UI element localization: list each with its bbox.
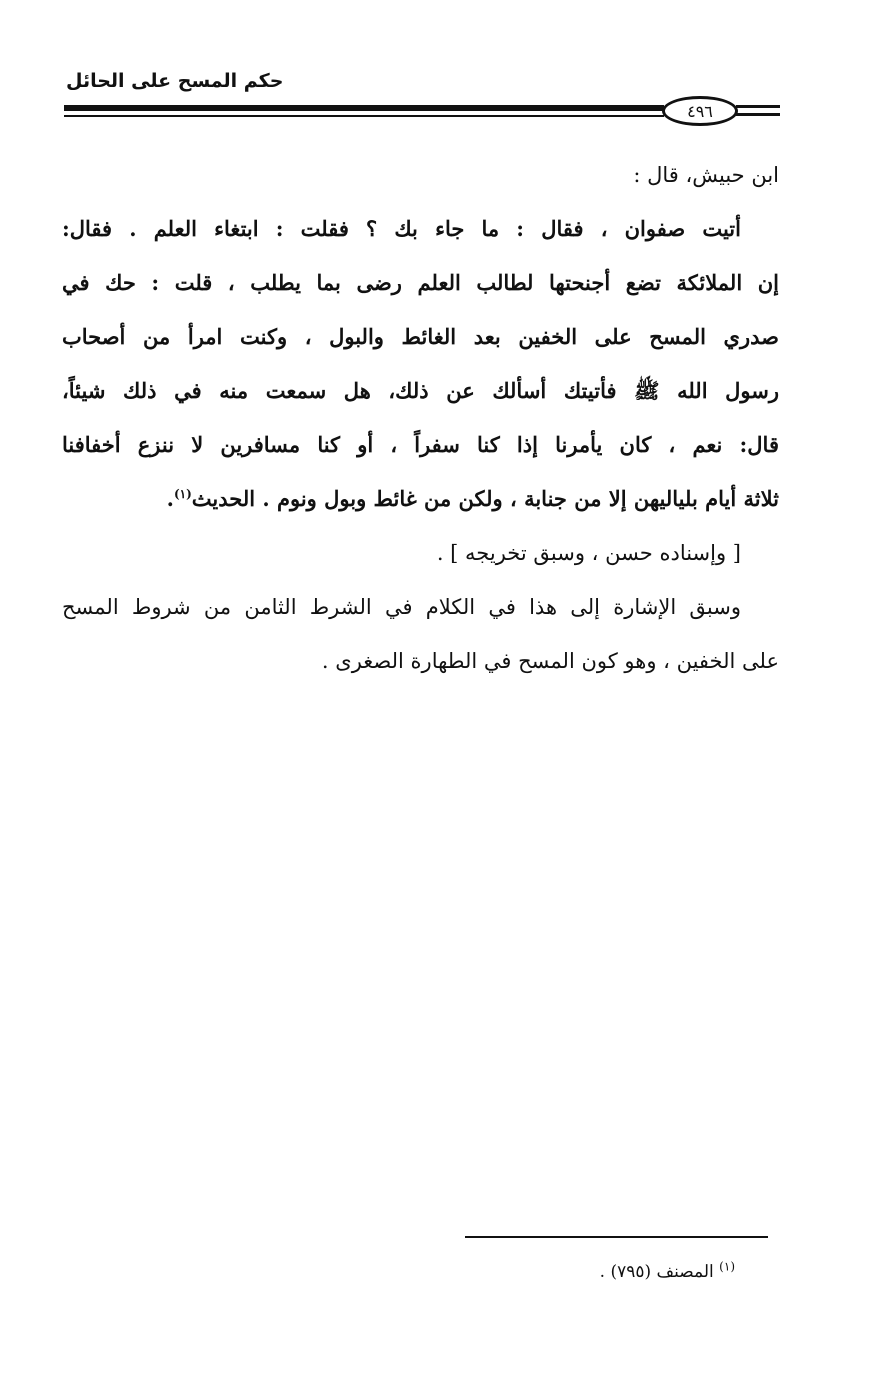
footnote-rule (465, 1236, 768, 1238)
text-line-8: [ وإسناده حسن ، وسبق تخريجه ] . (436, 541, 741, 565)
page-number-badge (662, 96, 738, 126)
text-line-5: رسول الله ﷺ فأتيتك أسألك عن ذلك، هل سمعت منه في ذلك شيئاً، (62, 378, 779, 403)
footnote-marker: (١) (719, 1259, 735, 1274)
text-line-4: صدري المسح على الخفين بعد الغائط والبول ، وكنت امرأ من أصحاب (62, 324, 779, 349)
body-text (62, 148, 779, 688)
text-line-7 (62, 472, 779, 526)
text-line-7-content: ثلاثة أيام بلياليهن إلا من جنابة ، ولكن من غائط وبول ونوم . الحديث (191, 486, 779, 511)
footnote-reference: (١) (173, 487, 192, 501)
text-line-6: قال: نعم ، كان يأمرنا إذا كنا سفراً ، أو كنا مسافرين لا ننزع أخفافنا (62, 432, 779, 457)
text-line-2: أتيت صفوان ، فقال : ما جاء بك ؟ فقلت : ابتغاء العلم . فقال: (62, 216, 741, 241)
header-rule-thin (64, 115, 664, 117)
page-number: ٤٩٦ (687, 101, 713, 121)
header-side-rule-bottom (736, 113, 780, 116)
footnote-text: المصنف (٧٩٥) . (599, 1262, 714, 1282)
text-line-3: إن الملائكة تضع أجنحتها لطالب العلم رضى بما يطلب ، قلت : حك في (62, 270, 779, 295)
footnote (599, 1259, 735, 1282)
text-line-10: على الخفين ، وهو كون المسح في الطهارة الصغرى . (321, 649, 779, 673)
text-line-1: ابن حبيش، قال : (633, 163, 779, 187)
header-side-rule-top (736, 105, 780, 108)
header-rule-thick (64, 105, 664, 111)
text-line-9: وسبق الإشارة إلى هذا في الكلام في الشرط الثامن من شروط المسح (62, 595, 741, 619)
running-title: حكم المسح على الحائل (66, 70, 284, 92)
text-line-7-tail: . (166, 486, 174, 511)
